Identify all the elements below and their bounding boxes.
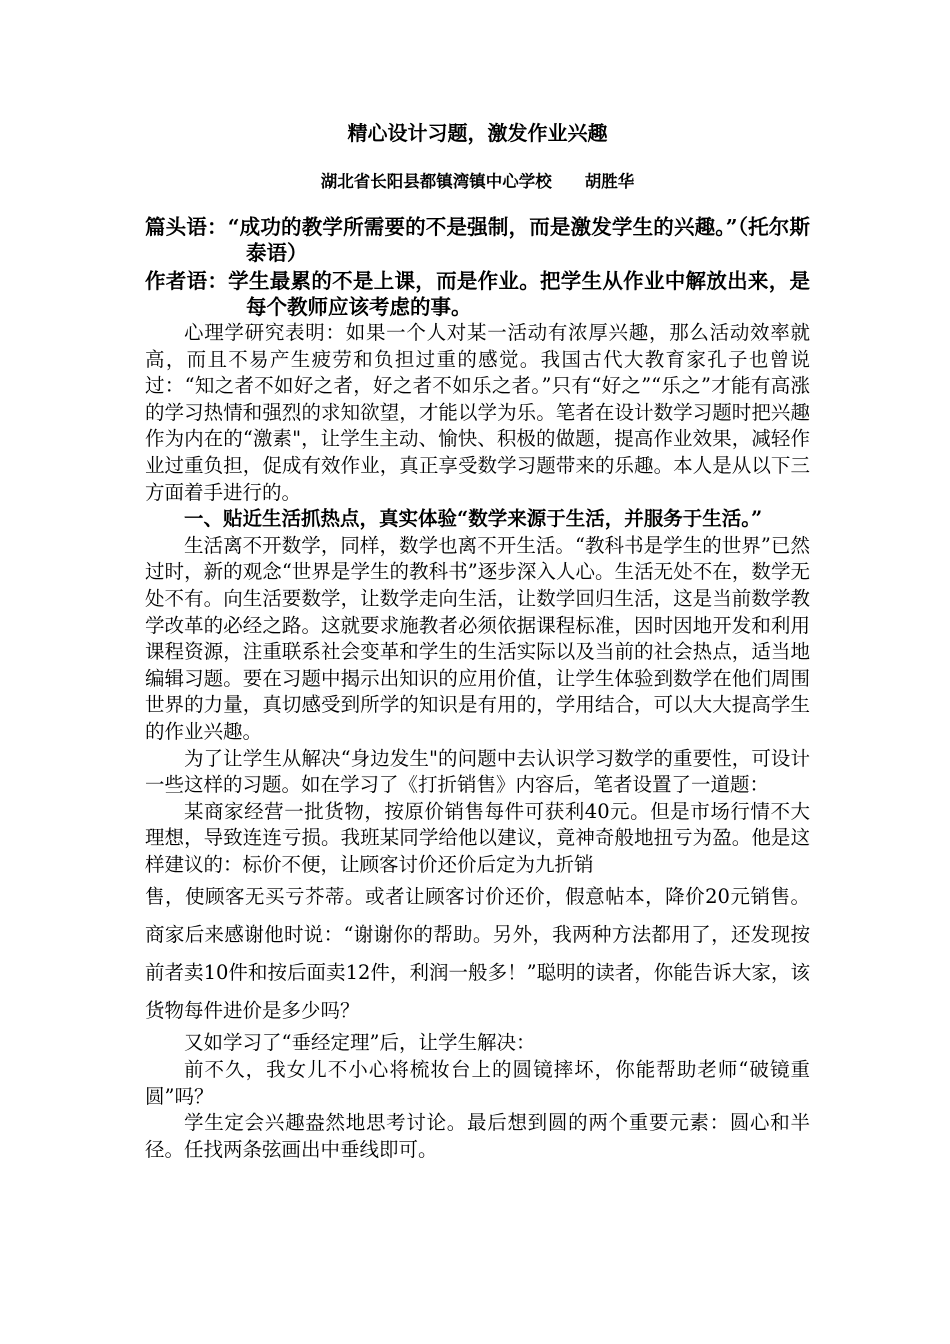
- section-heading: 一、贴近生活抓热点，真实体验“数学来源于生活，并服务于生活。”: [184, 507, 763, 531]
- problem-paragraph: 某商家经营一批货物，按原价销售每件可获利40元。但是市场行情不大理想，导致连连亏损。我班某同学给他以建议，竟神奇般地扭亏为盈。他是这样建议的：标价不便，让顾客讨价还价后定为九折销: [145, 799, 810, 876]
- closing-paragraph: 又如学习了“垂经定理”后，让学生解决：: [184, 1031, 536, 1055]
- document-title: 精心设计习题，激发作业兴趣: [347, 121, 608, 145]
- closing-paragraph: 学生定会兴趣盎然地思考讨论。最后想到圆的两个重要元素：圆心和半径。任找两条弦画出中垂线即可。: [145, 1111, 810, 1161]
- document-page: [145, 118, 810, 1163]
- closing-paragraph: 前不久，我女儿不小心将梳妆台上的圆镜摔坏，你能帮助老师“破镜重圆”吗？: [145, 1058, 810, 1108]
- section-paragraph: 生活离不开数学，同样，数学也离不开生活。“教科书是学生的世界”已然过时，新的观念“世界是学生的教科书”逐步深入人心。生活无处不在，数学无处不有。向生活要数学，让数学走向生活，让数学回归生活，这是当前数学教学改革的必经之路。这就要求施教者必须依据课程标准，因时因地开发和利用课程资源，注重联系社会变革和学生的生活实际以及当前的社会热点，适当地编辑习题。要在习题中揭示出知识的应用价值，让学生体验到数学在他们周围世界的力量，真切感受到所学的知识是有用的，学用结合，可以大大提高学生的作业兴趣。: [145, 533, 810, 743]
- lead-quote: 篇头语：“成功的教学所需要的不是强制，而是激发学生的兴趣。”（托尔斯泰语）: [145, 215, 810, 265]
- lead-author-note: 作者语：学生最累的不是上课，而是作业。把学生从作业中解放出来，是每个教师应该考虑的事。: [145, 269, 810, 319]
- author-line: 湖北省长阳县都镇湾镇中心学校 胡胜华: [320, 172, 635, 191]
- section-paragraph: 为了让学生从解决“身边发生"的问题中去认识学习数学的重要性，可设计一些这样的习题。如在学习了《打折销售》内容后，笔者设置了一道题：: [145, 746, 810, 797]
- problem-paragraph-continued: 售，使顾客无买亏芥蒂。或者让顾客讨价还价，假意帖本，降价20元销售。商家后来感谢他时说：“谢谢你的帮助。另外，我两种方法都用了，还发现按前者卖10件和按后面卖12件，利润一般多！”聪明的读者，你能告诉大家，该货物每件进价是多少吗？: [145, 885, 810, 1023]
- intro-paragraph: 心理学研究表明：如果一个人对某一活动有浓厚兴趣，那么活动效率就高，而且不易产生疲劳和负担过重的感觉。我国古代大教育家孔子也曾说过：“知之者不如好之者，好之者不如乐之者。”只有“好之”“乐之”才能有高涨的学习热情和强烈的求知欲望，才能以学为乐。笔者在设计数学习题时把兴趣作为内在的“激素"，让学生主动、愉快、积极的做题，提高作业效果，减轻作业过重负担，促成有效作业，真正享受数学习题带来的乐趣。本人是从以下三方面着手进行的。: [145, 321, 810, 504]
